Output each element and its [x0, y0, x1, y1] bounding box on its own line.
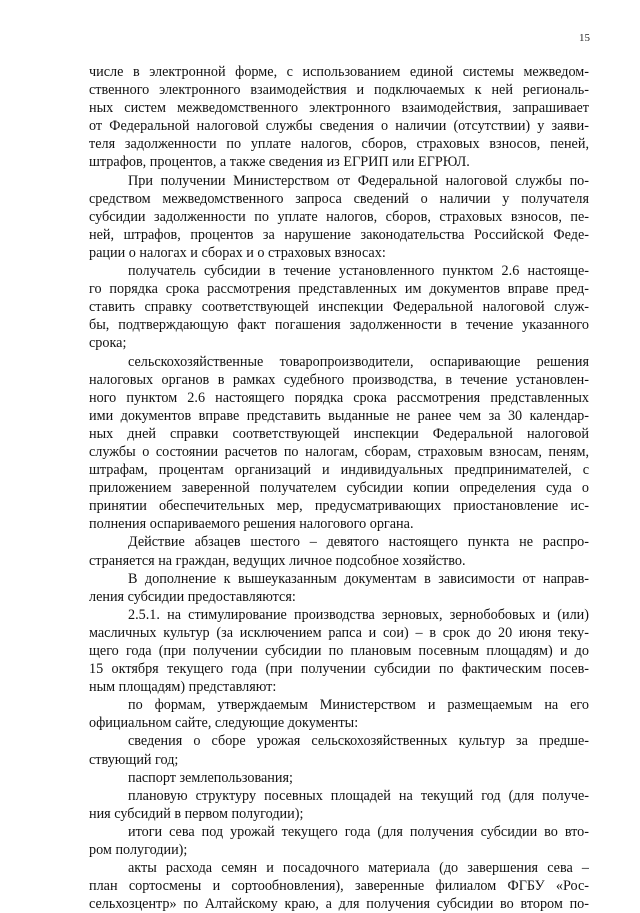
- text-line: ных систем межведомственного электронного взаимодействия, запрашивает: [89, 100, 589, 117]
- text-line: средством межведомственного запроса сведений о наличии у получателя: [89, 190, 589, 207]
- text-line: 2.5.1. на стимулирование производства зерновых, зернобобовых и (или): [128, 606, 589, 623]
- text-line: ствующий год;: [89, 751, 179, 768]
- text-line: ставить справку соответствующей инспекции Федеральной налоговой служ-: [89, 299, 589, 316]
- text-line: щего года (при получении субсидии по плановым посевным площадям) и до: [89, 643, 589, 659]
- text-line: числе в электронной форме, с использованием единой системы межведом-: [89, 64, 589, 80]
- text-line: страняется на граждан, ведущих личное подсобное хозяйство.: [89, 552, 466, 569]
- text-line: сведения о сборе урожая сельскохозяйственных культур за предше-: [128, 733, 589, 750]
- text-line: ром полугодии);: [89, 842, 188, 859]
- text-line: акты расхода семян и посадочного материала (до завершения сева –: [128, 860, 589, 877]
- text-line: от Федеральной налоговой службы сведения о наличии (отсутствии) у заяви-: [89, 118, 589, 135]
- text-line: службы о состоянии расчетов по налогам, сборам, страховым взносам, пеням,: [89, 443, 589, 460]
- text-line: приложением заверенной получателем субсидии копии определения суда о: [89, 480, 589, 497]
- text-line: плановую структуру посевных площадей на текущий год (для получе-: [128, 787, 589, 804]
- text-line: рации о налогах и сборах и о страховых взносах:: [89, 244, 386, 261]
- text-line: полнения оспариваемого решения налогового органа.: [89, 516, 414, 533]
- text-line: При получении Министерством от Федеральной налоговой службы по-: [128, 172, 589, 189]
- document-body: [89, 63, 589, 913]
- text-line: получатель субсидии в течение установленного пунктом 2.6 настояще-: [128, 263, 589, 280]
- text-line: по формам, утверждаемым Министерством и размещаемым на его: [128, 697, 589, 714]
- text-line: ного пунктом 2.6 настоящего порядка срока рассмотрения представленных: [89, 389, 589, 406]
- text-line: официальном сайте, следующие документы:: [89, 715, 359, 732]
- text-line: го порядка срока рассмотрения представленных им документов вправе пред-: [89, 281, 589, 298]
- text-line: ней, штрафов, процентов за нарушение законодательства Российской Феде-: [89, 226, 589, 243]
- text-line: паспорт землепользования;: [128, 769, 293, 786]
- text-line: ным площадям) представляют:: [89, 679, 277, 696]
- text-line: ими документов вправе представить выданные не ранее чем за 30 календар-: [89, 407, 589, 424]
- text-line: сельскохозяйственные товаропроизводители, оспаривающие решения: [128, 353, 589, 370]
- text-line: 15 октября текущего года (при получении субсидии по фактическим посев-: [89, 661, 589, 678]
- page-number: 15: [579, 32, 590, 44]
- text-line: субсидии задолженности по уплате налогов, сборов, страховых взносов, пе-: [89, 208, 589, 225]
- text-line: итоги сева под урожай текущего года (для получения субсидии во вто-: [128, 823, 589, 840]
- text-line: штрафам, процентам организаций и индивидуальных предпринимателей, с: [89, 462, 589, 479]
- text-line: план сортосмены и сортообновления), заверенные филиалом ФГБУ «Рос-: [89, 878, 589, 895]
- text-line: срока;: [89, 335, 127, 352]
- text-line: В дополнение к вышеуказанным документам в зависимости от направ-: [128, 570, 589, 587]
- text-line: ления субсидии предоставляются:: [89, 588, 296, 605]
- text-line: ных дней справки соответствующей инспекции Федеральной налоговой: [89, 425, 589, 442]
- text-line: сельхозцентр» по Алтайскому краю, а для получения субсидии во втором по-: [89, 896, 589, 913]
- text-line: ния субсидий в первом полугодии);: [89, 805, 304, 822]
- text-line: масличных культур (за исключением рапса и сои) – в срок до 20 июня теку-: [89, 624, 589, 641]
- text-line: бы, подтверждающую факт погашения задолженности в течение указанного: [89, 317, 589, 334]
- text-line: принятии обеспечительных мер, предусматривающих приостановление ис-: [89, 498, 589, 515]
- text-line: ственного электронного взаимодействия и подключаемых к ней региональ-: [89, 82, 589, 99]
- text-line: штрафов, процентов, а также сведения из ЕГРИП или ЕГРЮЛ.: [89, 154, 470, 171]
- text-line: Действие абзацев шестого – девятого настоящего пункта не распро-: [128, 534, 589, 551]
- text-line: налоговых органов в рамках судебного производства, в течение установлен-: [89, 371, 589, 388]
- text-line: теля задолженности по уплате налогов, сборов, страховых взносов, пеней,: [89, 136, 589, 153]
